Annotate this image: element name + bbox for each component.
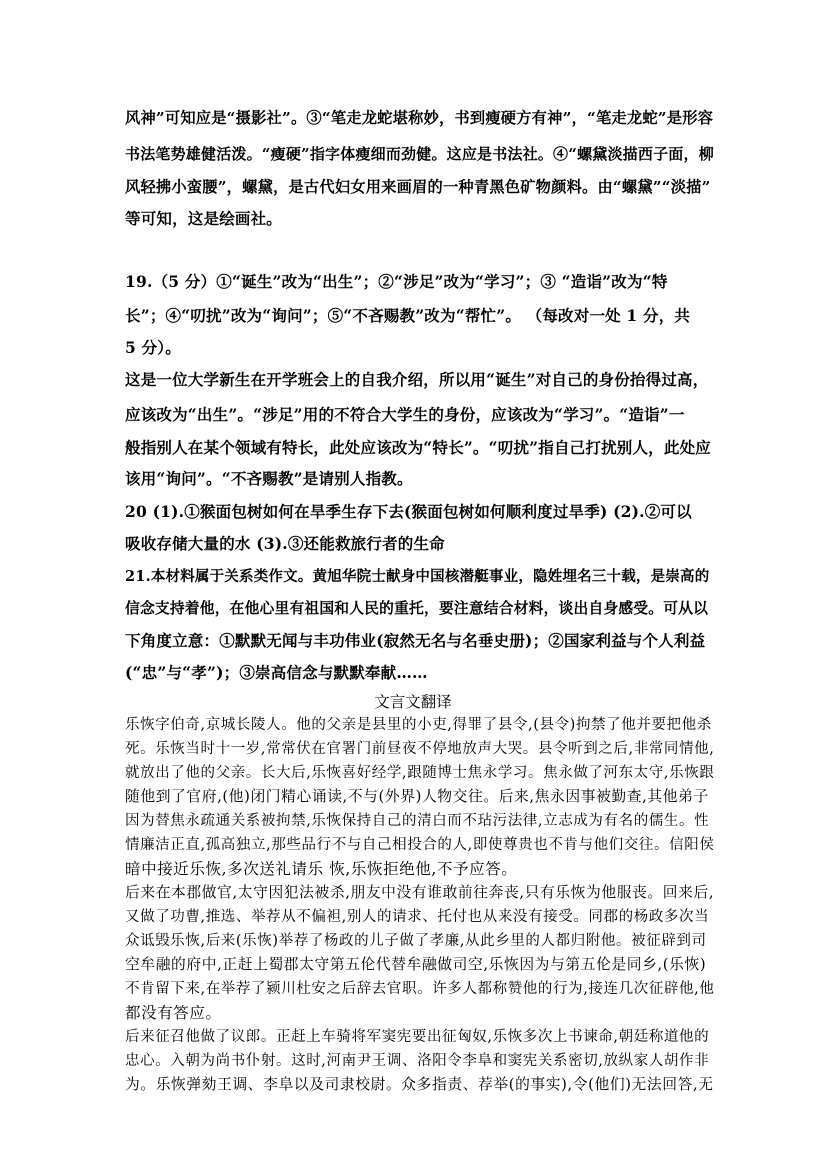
text-line: 空牟融的府中,正赶上蜀郡太守第五伦代替牟融做司空,乐恢因为与第五伦是同乡,(乐恢) bbox=[125, 956, 707, 973]
text-line: (“忠”与“孝”)；③崇高信念与默默奉献…… bbox=[125, 663, 428, 682]
text-line: 因为替焦永疏通关系被拘禁,乐恢保持自己的清白而不玷污法律,立志成为有名的儒生。性 bbox=[125, 813, 710, 829]
text-line: 20 (1).①猴面包树如何在旱季生存下去(猴面包树如何顺利度过旱季) (2).②可以 bbox=[125, 502, 692, 521]
text-line: 风轻拂小蛮腰”，螺黛，是古代妇女用来画眉的一种青黑色矿物颜料。由“螺黛”“淡描” bbox=[125, 178, 711, 196]
text-line: 书法笔势雄健活泼。“瘦硬”指字体瘦细而劲健。这应是书法社。④“螺黛淡描西子面，柳 bbox=[125, 145, 714, 163]
text-line: 忠心。入朝为尚书仆射。这时,河南尹王调、洛阳令李阜和窦宪关系密切,放纵家人胡作非 bbox=[125, 1053, 710, 1069]
text-line: 吸收存储大量的水 (3).③还能救旅行者的生命 bbox=[125, 534, 445, 553]
text-line: 暗中接近乐恢,多次送礼请乐 恢,乐恢拒绝他,不予应答。 bbox=[125, 860, 518, 878]
text-line: 般指别人在某个领域有特长，此处应该改为“特长”。“叨扰”指自己打扰别人，此处应 bbox=[125, 438, 711, 457]
text-line: 乐恢字伯奇,京城长陵人。他的父亲是县里的小吏,得罪了县令,(县令)拘禁了他并要把他杀 bbox=[125, 717, 712, 733]
text-line: 该用“询问”。“不吝赐教”是请别人指教。 bbox=[125, 469, 413, 488]
text-line: 长”；④“叨扰”改为“询问”；⑤“不吝赐教”改为“帮忙”。 （每改对一处 1 分，共 bbox=[125, 306, 691, 325]
text-line: 不肯留下来,在举荐了颍川杜安之后辞去官职。许多人都称赞他的行为,接连几次征辟他,他 bbox=[125, 981, 715, 997]
text-line: 等可知，这是绘画社。 bbox=[125, 209, 283, 228]
text-line: 下角度立意：①默默无闻与丰功伟业(寂然无名与名垂史册)；②国家利益与个人利益 bbox=[125, 631, 706, 650]
text-line: 众诋毁乐恢,后来(乐恢)举荐了杨政的儿子做了孝廉,从此乡里的人都归附他。被征辟到司 bbox=[125, 933, 707, 949]
text-line: 死。乐恢当时十一岁,常常伏在官署门前昼夜不停地放声大哭。县令听到之后,非常同情他, bbox=[125, 741, 715, 757]
text-line: 19.（5 分）①“诞生”改为“出生”；②“涉足”改为“学习”；③ “造诣”改为“特 bbox=[125, 272, 668, 291]
text-line: 随他到了官府,(他)闭门精心诵读,不与(外界)人物交往。后来,焦永因事被勤查,其他弟子 bbox=[125, 788, 709, 805]
text-line: 后来在本郡做官,太守因犯法被杀,朋友中没有谁敢前往奔丧,只有乐恢为他服丧。回来后, bbox=[125, 884, 715, 901]
text-line: 又做了功曹,推选、举荐从不偏袒,别人的请求、托付也从来没有接受。同郡的杨政多次当 bbox=[125, 909, 710, 925]
text-line: 这是一位大学新生在开学班会上的自我介绍，所以用“诞生”对自己的身份抬得过高， bbox=[125, 370, 709, 389]
text-line: 应该改为“出生”。“涉足”用的不符合大学生的身份，应该改为“学习”。“造诣”一 bbox=[125, 405, 685, 424]
translation-title: 文言文翻译 bbox=[374, 693, 452, 711]
text-line: 为。乐恢弹劾王调、李阜以及司隶校尉。众多指责、荐举(的事实),令(他们)无法回答,无 bbox=[125, 1076, 714, 1093]
text-line: 风神”可知应是“摄影社”。③“笔走龙蛇堪称妙，书到瘦硬方有神”，“笔走龙蛇”是形容 bbox=[125, 109, 714, 127]
text-line: 5 分）。 bbox=[125, 338, 181, 357]
text-line: 后来征召他做了议郎。正赶上车骑将军窦宪要出征匈奴,乐恢多次上书谏命,朝廷称道他的 bbox=[125, 1029, 710, 1045]
text-line: 信念支持着他，在他心里有祖国和人民的重托，要注意结合材料，谈出自身感受。可从以 bbox=[125, 600, 709, 617]
text-line: 都没有答应。 bbox=[125, 1004, 222, 1022]
text-line: 就放出了他的父亲。长大后,乐恢喜好经学,跟随博士焦永学习。焦永做了河东太守,乐恢跟 bbox=[125, 765, 715, 781]
text-line: 21.本材料属于关系类作文。黄旭华院士献身中国核潜艇事业，隐姓埋名三十载，是崇高的 bbox=[125, 568, 710, 585]
text-line: 情廉洁正直,孤高独立,那些品行不与自己相投合的人,即使尊贵也不肯与他们交往。信阳侯 bbox=[125, 837, 715, 853]
